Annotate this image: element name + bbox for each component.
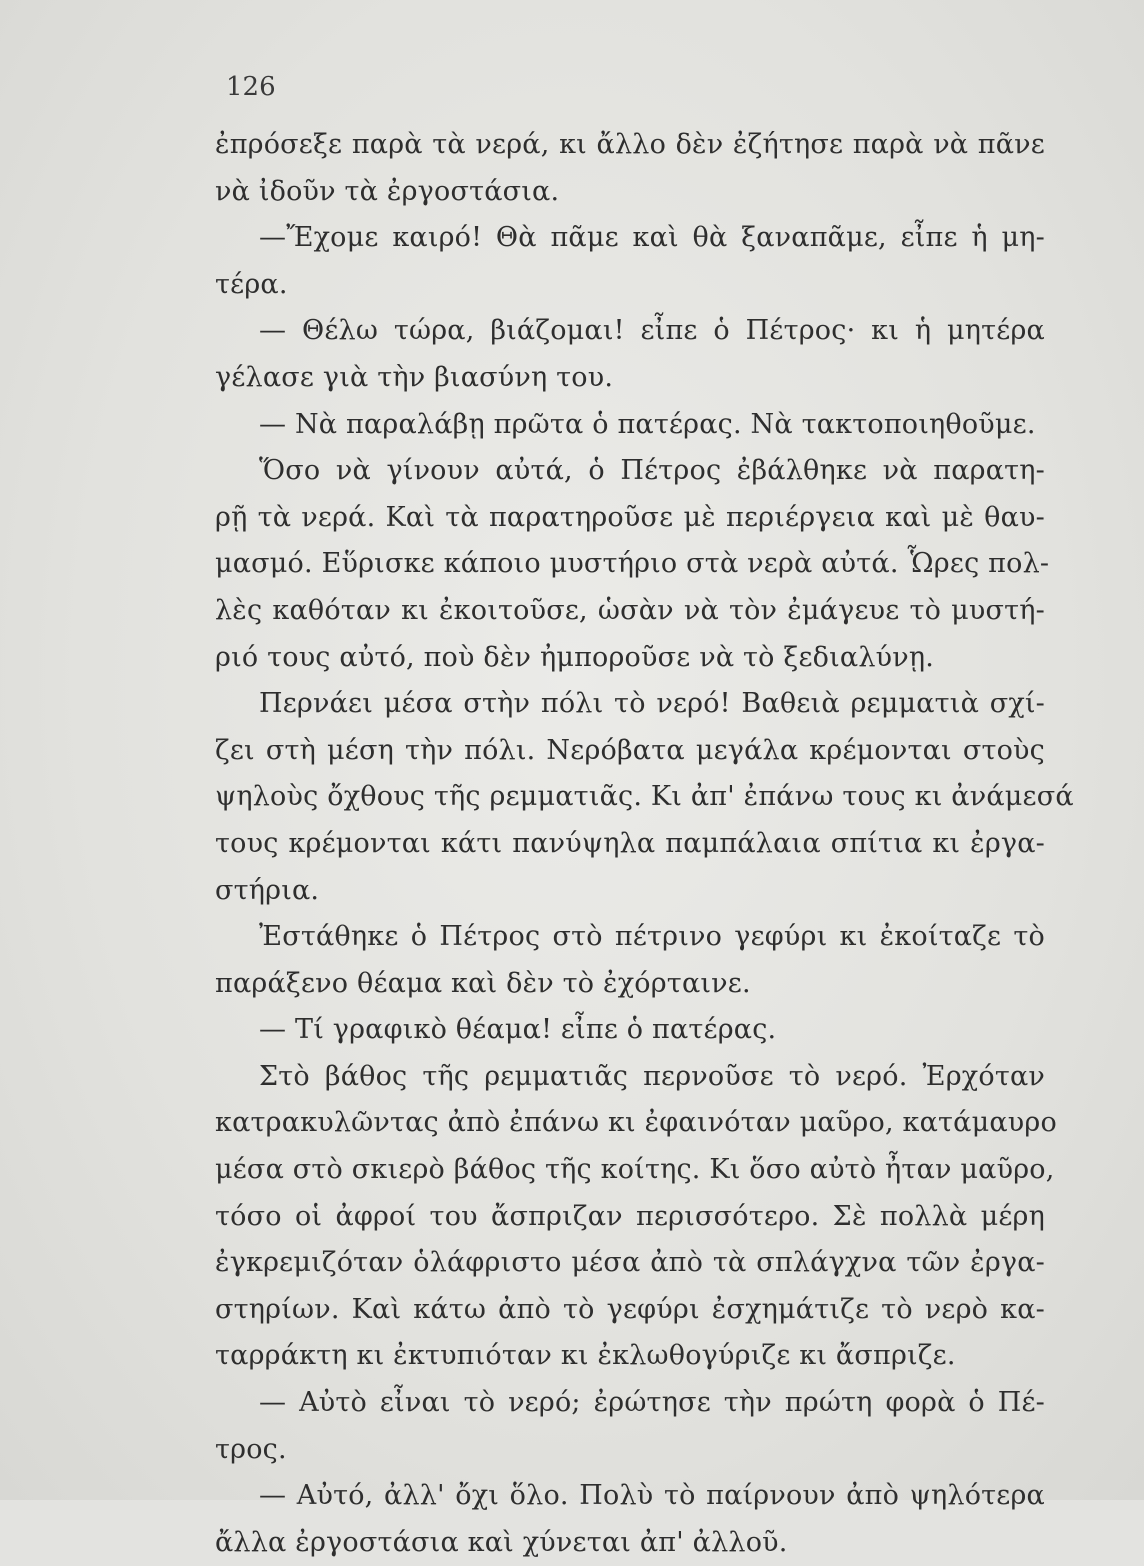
text-line: Περνάει μέσα στὴν πόλι τὸ νερό! Βαθειὰ ρεμματιὰ σχί- xyxy=(259,688,1045,720)
text-line: κατρακυλῶντας ἀπὸ ἐπάνω κι ἐφαινόταν μαῦρο, κατάμαυρο xyxy=(215,1107,1057,1139)
text-line: — Τί γραφικὸ θέαμα! εἶπε ὁ πατέρας. xyxy=(259,1014,777,1046)
text-line: Στὸ βάθος τῆς ρεμματιᾶς περνοῦσε τὸ νερό. Ἐρχόταν xyxy=(259,1060,1045,1092)
text-line: ἄλλα ἐργοστάσια καὶ χύνεται ἀπ' ἀλλοῦ. xyxy=(215,1526,788,1558)
text-line: Ὅσο νὰ γίνουν αὐτά, ὁ Πέτρος ἐβάλθηκε νὰ παρατη- xyxy=(259,455,1045,487)
text-line: τους κρέμονται κάτι πανύψηλα παμπάλαια σπίτια κι ἐργα- xyxy=(215,827,1045,859)
text-line: γέλασε γιὰ τὴν βιασύνη του. xyxy=(215,361,614,393)
text-line: νὰ ἰδοῦν τὰ ἐργοστάσια. xyxy=(215,175,560,207)
text-line: ἐγκρεμιζόταν ὁλάφριστο μέσα ἀπὸ τὰ σπλάγχνα τῶν ἐργα- xyxy=(215,1247,1045,1279)
text-line: Ἐστάθηκε ὁ Πέτρος στὸ πέτρινο γεφύρι κι ἐκοίταζε τὸ xyxy=(259,921,1045,953)
body-text xyxy=(215,122,1074,1566)
text-line: ζει στὴ μέση τὴν πόλι. Νερόβατα μεγάλα κρέμονται στοὺς xyxy=(215,734,1045,766)
text-line: —Ἔχομε καιρό! Θὰ πᾶμε καὶ θὰ ξαναπᾶμε, εἶπε ἡ μη- xyxy=(259,222,1045,254)
text-line: παράξενο θέαμα καὶ δὲν τὸ ἐχόρταινε. xyxy=(215,967,751,999)
text-line: τρος. xyxy=(215,1433,287,1465)
text-line: — Αὐτὸ εἶναι τὸ νερό; ἐρώτησε τὴν πρώτη φορὰ ὁ Πέ- xyxy=(259,1387,1045,1419)
text-line: μασμό. Εὕρισκε κάποιο μυστήριο στὰ νερὰ αὐτά. Ὧρες πολ- xyxy=(215,548,1050,580)
page-number: 126 xyxy=(226,72,276,102)
text-line: στηρίων. Καὶ κάτω ἀπὸ τὸ γεφύρι ἐσχημάτιζε τὸ νερὸ κα- xyxy=(215,1293,1045,1325)
text-line: τόσο οἱ ἀφροί του ἄσπριζαν περισσότερο. Σὲ πολλὰ μέρη xyxy=(215,1200,1045,1232)
text-line: ἐπρόσεξε παρὰ τὰ νερά, κι ἄλλο δὲν ἐζήτησε παρὰ νὰ πᾶνε xyxy=(215,129,1045,160)
text-line: στήρια. xyxy=(215,874,320,906)
text-line: ριό τους αὐτό, ποὺ δὲν ἠμποροῦσε νὰ τὸ ξεδιαλύνῃ. xyxy=(215,641,935,673)
text-line: ρῇ τὰ νερά. Καὶ τὰ παρατηροῦσε μὲ περιέργεια καὶ μὲ θαυ- xyxy=(215,501,1045,533)
text-line: μέσα στὸ σκιερὸ βάθος τῆς κοίτης. Κι ὅσο αὐτὸ ἦταν μαῦρο, xyxy=(215,1154,1055,1186)
text-line: — Αὐτό, ἀλλ' ὄχι ὅλο. Πολὺ τὸ παίρνουν ἀπὸ ψηλότερα xyxy=(259,1480,1045,1512)
text-line: — Θέλω τώρα, βιάζομαι! εἶπε ὁ Πέτρος· κι ἡ μητέρα xyxy=(259,315,1045,347)
text-line: ταρράκτη κι ἐκτυπιόταν κι ἐκλωθογύριζε κι ἄσπριζε. xyxy=(215,1340,956,1372)
text-line: — Νὰ παραλάβῃ πρῶτα ὁ πατέρας. Νὰ τακτοποιηθοῦμε. xyxy=(259,408,1036,440)
text-line: ψηλοὺς ὄχθους τῆς ρεμματιᾶς. Κι ἀπ' ἐπάνω τους κι ἀνάμεσά xyxy=(215,781,1074,813)
text-line: τέρα. xyxy=(215,268,288,300)
text-line: λὲς καθόταν κι ἐκοιτοῦσε, ὡσὰν νὰ τὸν ἐμάγευε τὸ μυστή- xyxy=(215,594,1045,626)
